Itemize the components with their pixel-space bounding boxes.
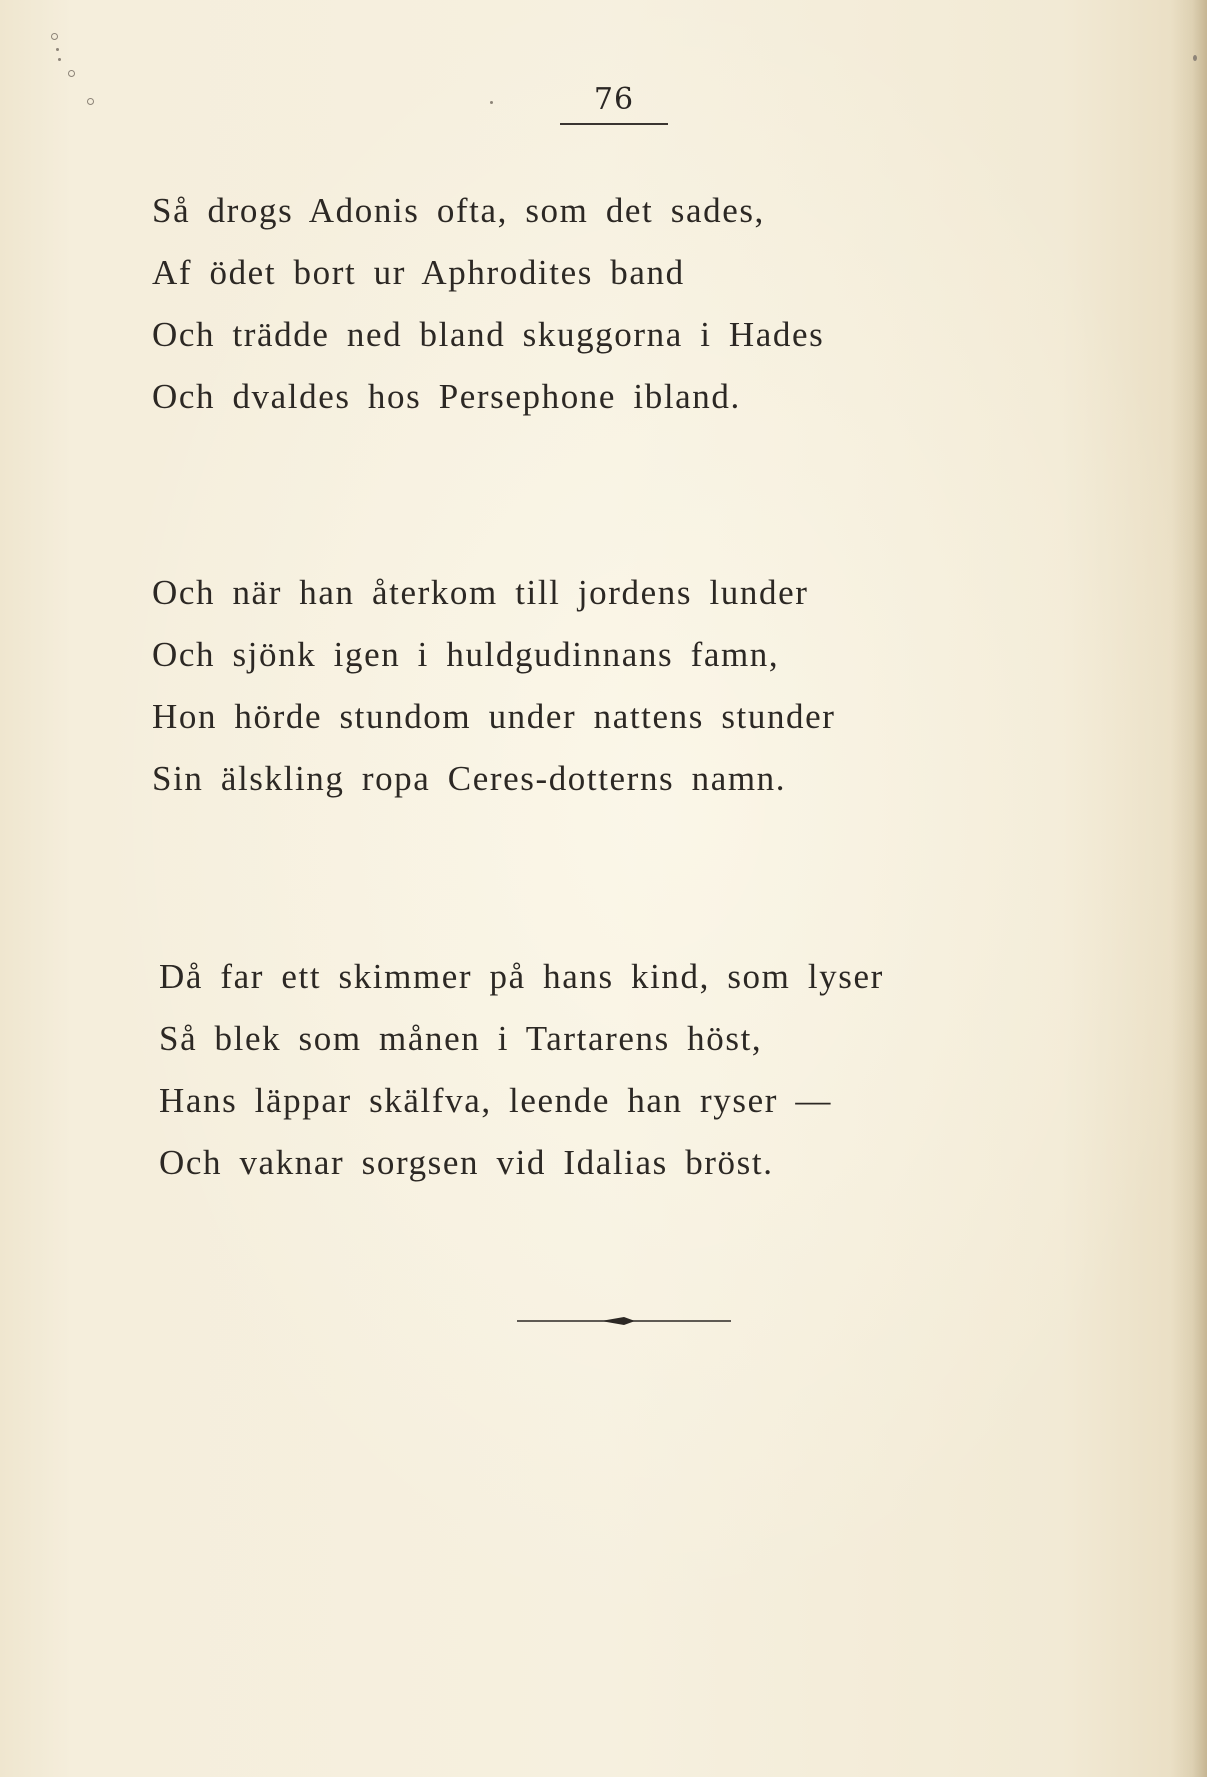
page-number-header xyxy=(560,82,668,125)
page-edge-shadow xyxy=(1171,0,1207,1777)
verse-line: Hon hörde stundom under nattens stunder xyxy=(152,697,836,736)
page-number: 76 xyxy=(593,82,635,117)
paper-speck xyxy=(58,58,61,61)
verse-line: Då far ett skimmer på hans kind, som lyser xyxy=(159,957,884,996)
verse-line: Och vaknar sorgsen vid Idalias bröst. xyxy=(159,1143,774,1182)
verse-line: Hans läppar skälfva, leende han ryser — xyxy=(159,1081,832,1120)
paper-speck xyxy=(1193,55,1197,61)
verse-line: Så blek som månen i Tartarens höst, xyxy=(159,1019,763,1058)
verse-line: Och sjönk igen i huldgudinnans famn, xyxy=(152,635,780,674)
paper-speck xyxy=(87,98,94,105)
verse-line: Af ödet bort ur Aphrodites band xyxy=(152,253,685,292)
paper-speck xyxy=(68,70,75,77)
stanza-1 xyxy=(152,180,1012,428)
verse-line: Sin älskling ropa Ceres-dotterns namn. xyxy=(152,759,787,798)
end-ornament xyxy=(517,1314,731,1328)
page-number-underline xyxy=(560,123,668,125)
verse-line: Och när han återkom till jordens lunder xyxy=(152,573,809,612)
paper-speck xyxy=(56,48,59,51)
verse-line: Så drogs Adonis ofta, som det sades, xyxy=(152,191,765,230)
paper-speck xyxy=(51,33,58,40)
stanza-3 xyxy=(159,946,1019,1194)
stanza-2 xyxy=(152,562,1012,810)
verse-line: Och dvaldes hos Persephone ibland. xyxy=(152,377,741,416)
verse-line: Och trädde ned bland skuggorna i Hades xyxy=(152,315,825,354)
paper-speck xyxy=(490,101,493,104)
